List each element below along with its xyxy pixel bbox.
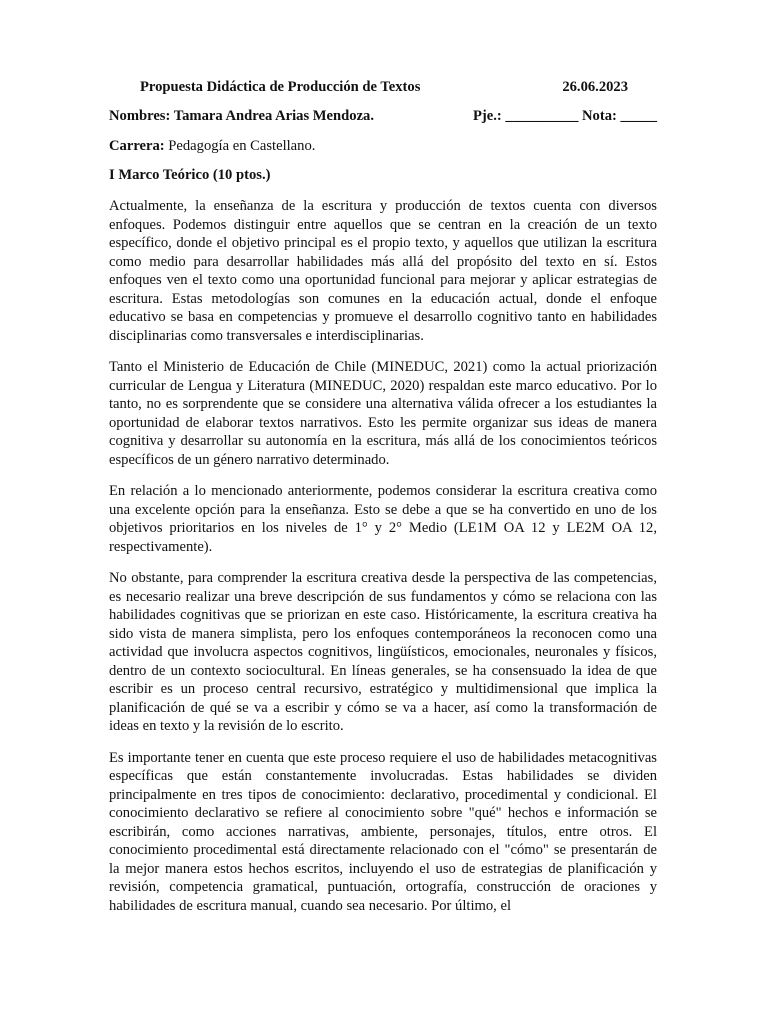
paragraph: Actualmente, la enseñanza de la escritura y producción de textos cuenta con diversos enfoques. Podemos distinguir entre aquellos que se centran en la creación de un texto específico, donde el objetivo principal es el propio texto, y aquellos que utilizan la escritura como medio para desarrollar habilidades más allá del propósito del texto en sí. Estos enfoques ven el texto como una oportunidad funcional para mejorar y aplicar estrategias de escritura. Estas metodologías son comunes en la educación actual, donde el enfoque educativo se basa en competencias y promueve el desarrollo cognitivo tanto en habilidades disciplinarias como transversales e interdisciplinarias. [109, 198, 657, 344]
student-names: Nombres: Tamara Andrea Arias Mendoza. [109, 107, 374, 124]
carrera-line [109, 137, 657, 156]
document-title: Propuesta Didáctica de Producción de Textos [140, 79, 421, 95]
paragraph: Tanto el Ministerio de Educación de Chile (MINEDUC, 2021) como la actual priorización curricular de Lengua y Literatura (MINEDUC, 2020) respaldan este marco educativo. Por lo tanto, no es sorprendente que se considere una alternativa válida ofrecer a los estudiantes la oportunidad de elaborar textos narrativos. Esto les permite organizar sus ideas de manera cognitiva y desarrollar su autonomía en la escritura, más allá de los conocimientos teóricos específicos de un género narrativo determinado. [109, 359, 657, 468]
section-title: I Marco Teórico (10 ptos.) [109, 166, 271, 183]
carrera-value: Pedagogía en Castellano. [164, 138, 316, 154]
paragraph: No obstante, para comprender la escritura creativa desde la perspectiva de las competencias, es necesario realizar una breve descripción de sus fundamentos y cómo se relaciona con las habilidades cognitivas que se priorizan en este caso. Históricamente, la escritura creativa ha sido vista de manera simplista, pero los enfoques contemporáneos la reconocen como una actividad que involucra aspectos cognitivos, lingüísticos, emocionales, neuronales y físicos, dentro de un contexto sociocultural. En líneas generales, se ha consensuado la idea de que escribir es un proceso central recursivo, estratégico y multidimensional que implica la planificación de qué se va a escribir y cómo se va a hacer, así como la transformación de ideas en texto y la revisión de lo escrito. [109, 570, 657, 734]
score-fields: Pje.: __________ Nota: _____ [472, 107, 657, 124]
carrera-label: Carrera: [109, 138, 165, 154]
paragraph: En relación a lo mencionado anteriormente, podemos considerar la escritura creativa como una excelente opción para la enseñanza. Esto se debe a que se ha convertido en uno de los objetivos prioritarios en los niveles de 1° y 2° Medio (LE1M OA 12 y LE2M OA 12, respectivamente). [109, 483, 657, 555]
names-row [109, 107, 657, 126]
paragraph: Es importante tener en cuenta que este proceso requiere el uso de habilidades metacognitivas específicas que están constantemente involucradas. Estas habilidades se dividen principalmente en tres tipos de conocimiento: declarativo, procedimental y condicional. El conocimiento declarativo se refiere al conocimiento sobre "qué" hechos e información se escribirán, como acciones narrativas, ambiente, personajes, títulos, entre otros. El conocimiento procedimental está directamente relacionado con el "cómo" se presentarán de la mejor manera estos hechos escritos, incluyendo el uso de estrategias de planificación y revisión, competencia gramatical, puntuación, ortografía, construcción de oraciones y habilidades de escritura manual, cuando sea necesario. Por último, el [109, 749, 657, 914]
document-page [109, 78, 657, 928]
document-date: 26.06.2023 [562, 79, 628, 95]
title-row [109, 78, 657, 97]
